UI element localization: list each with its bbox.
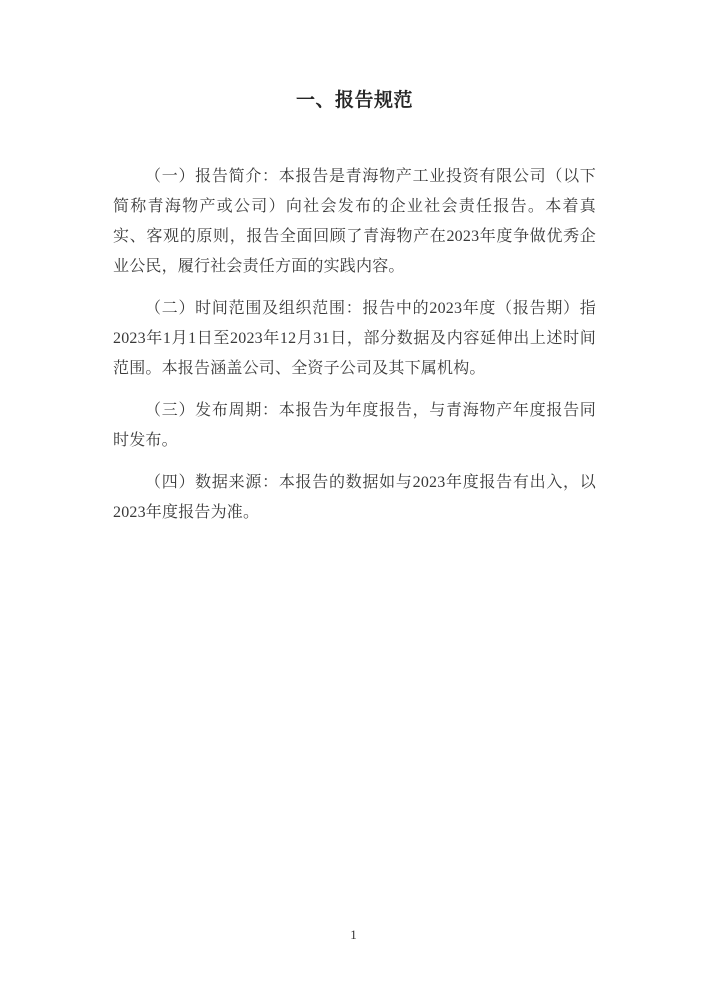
paragraph-release-cycle: （三）发布周期：本报告为年度报告，与青海物产年度报告同时发布。: [113, 402, 596, 449]
paragraph-time-and-scope: （二）时间范围及组织范围：报告中的2023年度（报告期）指2023年1月1日至2023年12月31日，部分数据及内容延伸出上述时间范围。本报告涵盖公司、全资子公司及其下属机构。: [113, 300, 596, 377]
section-title: 一、报告规范: [295, 90, 413, 111]
paragraph-data-source: （四）数据来源：本报告的数据如与2023年度报告有出入，以2023年度报告为准。: [113, 474, 596, 521]
paragraph-report-intro: （一）报告简介：本报告是青海物产工业投资有限公司（以下简称青海物产或公司）向社会发布的企业社会责任报告。本着真实、客观的原则，报告全面回顾了青海物产在2023年度争做优秀企业公民，履行社会责任方面的实践内容。: [113, 168, 596, 275]
page-number: 1: [350, 927, 357, 942]
document-content: [113, 88, 596, 540]
